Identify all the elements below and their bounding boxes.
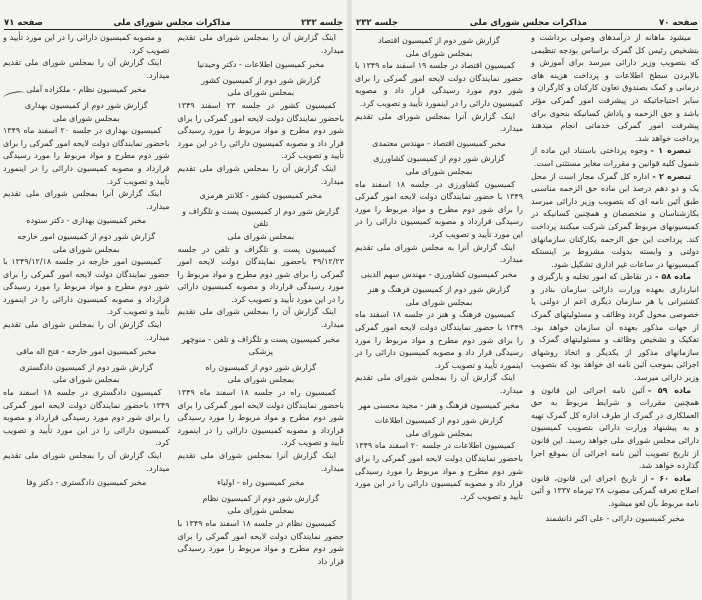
paragraph <box>3 450 170 475</box>
paragraph-text: بمجلس شورای ملی <box>405 428 473 438</box>
paragraph <box>178 518 345 568</box>
reporter-signature <box>355 400 523 413</box>
paragraph <box>178 387 345 450</box>
report-heading <box>355 35 523 48</box>
report-heading <box>178 231 345 244</box>
paragraph <box>355 242 523 267</box>
publication-title: مذاکرات مجلس شورای ملی <box>113 18 231 28</box>
report-heading <box>178 206 345 231</box>
paragraph-text: کمیسیون دادگستری در جلسه ۱۸ اسفند ماه ۱۳۴۹ باحضور نمایندگان دولت لایحه امور گمرکی را برای شور دوم مورد رسیدگی قرارداد و مصوبه کمیسیون دارائی را در این مورد تأیید و تصویب کرد. <box>3 388 170 448</box>
paragraph <box>3 125 170 188</box>
paragraph-text: کمیسیون راه در جلسه ۱۸ اسفند ماه ۱۳۴۹ باحضور نمایندگان دولت لایحه امور گمرکی را برای شور دوم مطرح و مواد مربوط را مورد رسیدگی قرارداد و مصوبه کمیسیون دارائی را در اینمورد تأیید و تصویب کرد. <box>177 388 344 448</box>
paragraph-text: گزارش شور دوم از کمیسیون نظام <box>202 493 320 503</box>
paragraph-text: کمیسیون کشاورزی در جلسه ۱۸ اسفند ماه ۱۳۴۹ با حضور نمایندگان دولت لایحه امور گمرکی را برای شور دوم مطرح و مواد مربوط را مورد رسیدگی قرارداد و مصوبه کمیسیون دارائی را در این مورد تأیید و تصویب کرد. <box>355 179 523 239</box>
paragraph-text: مخبر کمیسیون کشاورزی - مهندس سهم الدینی <box>360 269 518 279</box>
publication-title: مذاکرات مجلس شورای ملی <box>469 18 588 28</box>
paragraph-text: اداره کل گمرک مجاز است از محل یک و دو دهم درصد این ماده حق الزحمه مناسبی طبق آئین نامه ای که بتصویب وزیر دارائی میرسد بکارشناسان و متخصصان و همچنین کسانیکه در کمیسیونهای مربوط گمرکی شرکت میکنند پرداخت کند. پرداخت این حق الزحمه بکارکنان سازمانهای دولتی و وابسته بدولت مشروط بر اینستکه کمیسیونها در ساعات غیر اداری تشکیل شود. <box>531 171 699 269</box>
report-heading <box>355 415 523 428</box>
paragraph-text: گزارش شور دوم از کمیسیون راه <box>205 362 317 372</box>
paragraph-text: اینک گزارش آن را بمجلس شورای ملی تقدیم میدارد. <box>355 373 523 396</box>
paragraph-text: مخبر کمیسیون نظام - ملکزاده آملی <box>26 85 147 95</box>
reporter-signature <box>355 138 523 151</box>
column-right <box>178 32 345 568</box>
paragraph <box>355 372 523 397</box>
paragraph-text: مخبر کمیسیون دادگستری - دکتر وفا <box>26 478 147 488</box>
session-number: جلسه ۲۳۲ <box>301 18 343 28</box>
report-heading <box>355 297 523 310</box>
paragraph-text: مخبر کمیسیون راه - اولیاء <box>217 478 305 488</box>
paragraph <box>531 271 699 384</box>
report-heading <box>178 87 345 100</box>
page-gutter <box>347 0 352 600</box>
paragraph-text: اینک گزارش آن را بمجلس شورای ملی تقدیم میدارد. <box>177 33 344 55</box>
article-label: ماده ۵۸ - <box>655 272 692 282</box>
paragraph-text: بمجلس شورای ملی <box>405 297 473 307</box>
paragraph-text: مخبر کمیسیون دارائی - علی اکبر دانشمند <box>545 513 685 523</box>
paragraph-text: مخبر کمیسیون اقتصاد - مهندس معتمدی <box>372 138 506 148</box>
page-header <box>4 14 343 30</box>
paragraph-text: گزارش شور دوم از کمیسیون اطلاعات <box>374 416 504 426</box>
paragraph <box>3 319 170 344</box>
paragraph <box>355 60 523 110</box>
session-number: جلسه ۲۳۲ <box>356 18 398 28</box>
paragraph-text: در نقاطی که امور تخلیه و بارگیری و انبارداری بعهده وزارت دارائی سازمان بنادر و کشتیرانی یا هر سازمان دیگری اعم از دولتی یا خصوصی محول گردد وظائف و مسئولیتهای گمرک از جهات مذکور بعهده آن سازمان خواهد بود. تفکیک و تشخیص وظائف و مسئولیتهای گمرک و سازمانهای مذکور از یکدیگر و اتخاذ روشهای اجرائی بموجب آئین نامه ای خواهد بود که بتصویب وزیر دارائی میرسد. <box>531 272 699 383</box>
paragraph-text: کمیسیون نظام در جلسه ۱۸ اسفند ماه ۱۳۴۹ با حضور نمایندگان دولت لایحه امور گمرکی را برای شور دوم مطرح و مواد مربوط را مورد رسیدگی قرار داد <box>177 518 344 566</box>
paragraph-text: بمجلس شورای ملی <box>405 48 473 58</box>
reporter-signature <box>3 346 170 359</box>
report-heading <box>355 284 523 297</box>
paragraph-text: گزارش شور دوم از کمیسیون بهداری <box>24 100 148 110</box>
paragraph-text: اینک گزارش آنرا بمجلس شورای ملی تقدیم میدارد. <box>3 189 170 211</box>
page-header <box>356 14 698 30</box>
paragraph <box>355 440 523 503</box>
paragraph <box>3 256 170 319</box>
reporter-signature <box>178 477 345 490</box>
report-heading <box>178 362 345 375</box>
paragraph-text: بمجلس شورای ملی <box>227 375 295 385</box>
paragraph-text: بمجلس شورای ملی <box>227 506 295 516</box>
paragraph <box>531 145 699 170</box>
paragraph-text: کمیسیون فرهنگ و هنر در جلسه ۱۸ اسفند ماه ۱۳۴۹ با حضور نمایندگان دولت لایحه امور گمرکی را برای شور دوم مطرح و مواد مربوط را مورد رسیدگی قرار داد و مصوبه کمیسیون دارائی را در اینمورد تأیید و تصویب کرد. <box>355 310 523 370</box>
paragraph <box>3 32 170 57</box>
paragraph-text: مخبر کمیسیون اطلاعات - دکتر وحیدنیا <box>197 60 325 70</box>
paragraph-text: گزارش شور دوم از کمیسیون اقتصاد <box>378 36 500 45</box>
paragraph-text: اینک گزارش آن را بمجلس شورای ملی تقدیم میدارد. <box>3 451 170 473</box>
report-heading <box>355 428 523 441</box>
report-heading <box>178 75 345 88</box>
paragraph <box>531 473 699 511</box>
reporter-signature <box>3 477 170 490</box>
paragraph <box>355 179 523 242</box>
report-heading <box>3 113 170 126</box>
paragraph-text: اینک گزارش آن را بمجلس شورای ملی تقدیم میدارد. <box>177 163 344 186</box>
paragraph-text: کمیسیون بهداری در جلسه ۲۰ اسفند ماه ۱۳۴۹ باحضور نمایندگان دولت لایحه امور گمرکی را برای شور دوم مطرح و مواد مربوط را مورد رسیدگی قرارداد و مصوبه کمیسیون دارائی را در اینمورد تأیید و تصویب کرد. <box>3 126 170 186</box>
paragraph-text: اینک گزارش آنرا به مجلس شورای ملی تقدیم میدارد. <box>355 242 523 265</box>
paragraph <box>178 100 345 163</box>
paragraph <box>531 171 699 272</box>
paragraph-text: از تاریخ اجرای این قانون، قانون اصلاح تعرفه گمرکی مصوب ۲۸ تیرماه ۱۳۳۷ و آئین نامه مربوط بآن لغو میشود. <box>531 473 700 508</box>
reporter-signature <box>3 84 170 97</box>
paragraph-text: بمجلس شورای ملی <box>52 375 120 385</box>
paragraph-text: اینک گزارش آن را بمجلس شورای ملی تقدیم میدارد. <box>177 307 344 330</box>
page-number: صفحه ۷۰ <box>659 18 698 28</box>
paragraph <box>3 188 170 213</box>
paragraph <box>178 244 345 307</box>
article-label: تبصره ۲ - <box>652 171 691 181</box>
column-left <box>355 32 523 527</box>
paragraph-text: کمیسیون اقتصاد در جلسه ۱۹ اسفند ماه ۱۳۴۹ با حضور نمایندگان دولت لایحه امور گمرکی را برای شور دوم مورد رسیدگی قرار داد و مصوبه کمیسیون دارائی را در اینمورد تأیید و تصویب کرد. <box>355 61 523 108</box>
paragraph-text: بمجلس شورای ملی <box>227 231 295 241</box>
paragraph <box>178 32 345 57</box>
paragraph <box>3 57 170 82</box>
reporter-signature <box>178 334 345 359</box>
report-heading <box>3 244 170 257</box>
report-heading <box>178 505 345 518</box>
paragraph-text: گزارش شور دوم از کمیسیون کشور <box>201 75 321 85</box>
paragraph-text: اینک گزارش آنرا بمجلس شورای ملی تقدیم میدارد. <box>177 451 344 473</box>
column-left <box>3 32 170 568</box>
text-columns <box>3 32 344 568</box>
paragraph-text: وجوه پرداختی باستناد این ماده از شمول کلیه قوانین و مقررات مغایر مستثنی است. <box>531 146 699 168</box>
reporter-signature <box>178 190 345 203</box>
article-label: ماده ۶۰ - <box>650 473 691 483</box>
paragraph-text: اینک گزارش آن را بمجلس شورای ملی تقدیم میدارد. <box>3 320 170 342</box>
paragraph <box>178 450 345 475</box>
page-number: صفحه ۷۱ <box>4 18 43 28</box>
paragraph-text: مخبر کمیسیون امور خارجه - فتح اله ماقی <box>16 347 157 357</box>
paragraph-text: مخبر کمیسیون پست و تلگراف و تلفن - منوچهر پزشکی <box>181 334 340 357</box>
report-heading <box>3 100 170 113</box>
paragraph-text: مخبر کمیسیون کشور - کلانتر هرمزی <box>199 191 322 201</box>
paragraph-text: کمیسیون امور خارجه در جلسه ۱۳۴۹/۱۲/۱۸ با حضور نمایندگان دولت لایحه امور گمرکی را برای شور دوم مطرح و مواد مربوط را مورد رسیدگی قرارداد و مصوبه کمیسیون دارائی را در اینمورد تأیید و تصویب کرد. <box>3 257 170 317</box>
paragraph-text: گزارش شور دوم از کمیسیون کشاورزی <box>373 154 505 164</box>
paragraph-text: بمجلس شورای ملی <box>52 244 120 254</box>
reporter-signature <box>3 215 170 228</box>
report-heading <box>178 374 345 387</box>
report-heading <box>3 231 170 244</box>
paragraph <box>531 385 699 473</box>
paragraph-text: میشود ماهانه از درآمدهای وصولی برداشت و بتشخیص رئیس کل گمرک براساس بودجه تنظیمی که بتصویب وزیر دارائی میرسد برای آموزش و بالابردن سطح اطلاعات و پرداخت هزینه های درمانی و کمک بصندوق تعاون کارکنان و کارگران و سایر احتیاجاتیکه در پیشرفت امور گمرکی مؤثر باشد و حق الزحمه و پاداش کسانیکه بنحوی برای پیشرفت امور گمرکی خدماتی انجام میدهند پرداخت خواهد شد. <box>531 33 699 143</box>
paragraph-text: کمیسیون اطلاعات در جلسه ۲۰ اسفند ماه ۱۳۴۹ باحضور نمایندگان دولت لایحه امور گمرکی را برای شور دوم مطرح و مواد مربوط را مورد رسیدگی قرار داد و مصوبه کمیسیون دارائی را در این مورد تأیید و تصویب کرد. <box>355 441 523 501</box>
report-heading <box>355 48 523 61</box>
paragraph <box>355 309 523 372</box>
paragraph-text: کمیسیون کشور در جلسه ۲۳ اسفند ۱۳۴۹ باحضور نمایندگان دولت لایحه امور گمرکی را برای شور دوم مطرح و مواد مربوط را مورد رسیدگی قرار داد و مصوبه کمیسیون دارائی را در این مورد تأیید و تصویب کرد. <box>177 100 344 161</box>
paragraph <box>531 32 699 145</box>
paragraph-text: گزارش شور دوم از کمیسیون پست و تلگراف و تلفن <box>182 206 340 229</box>
paragraph <box>355 111 523 136</box>
paragraph <box>3 387 170 450</box>
text-columns <box>355 32 699 527</box>
article-label: تبصره ۱ - <box>650 146 691 156</box>
paragraph-text: اینک گزارش آن را بمجلس شورای ملی تقدیم میدارد. <box>3 58 170 80</box>
paragraph-text: کمیسیون پست و تلگراف و تلفن در جلسه ۴۹/۱۲/۲۳ باحضور نمایندگان دولت لایحه امور گمرکی را برای شور دوم مطرح و مواد مربوط را مورد رسیدگی قرارداد و مصوبه کمیسیون دارائی را در این مورد تأیید و تصویب کرد. <box>177 244 344 304</box>
report-heading <box>3 362 170 375</box>
paragraph <box>178 163 345 188</box>
report-heading <box>355 153 523 166</box>
paragraph-text: بمجلس شورای ملی <box>405 166 473 176</box>
reporter-signature <box>531 513 699 526</box>
paragraph-text: مخبر کمیسیون بهداری - دکتر ستوده <box>26 216 147 226</box>
column-right <box>531 32 699 527</box>
paragraph-text: بمجلس شورای ملی <box>227 88 295 98</box>
report-heading <box>3 374 170 387</box>
article-label: ماده ۵۹ - <box>647 385 691 395</box>
paragraph-text: بمجلس شورای ملی <box>52 113 120 123</box>
reporter-signature <box>178 59 345 72</box>
paragraph-text: اینک گزارش آنرا بمجلس شورای ملی تقدیم میدارد. <box>355 111 523 134</box>
paragraph-text: و مصوبه کمیسیون دارائی را در این مورد تأیید و تصویب کرد. <box>3 33 170 55</box>
paragraph-text: مخبر کمیسیون فرهنگ و هنر - مجید محسنی مهر <box>358 400 520 410</box>
paragraph-text: آئین نامه اجرائی این قانون و همچنین مقررات و شرایط مربوط به حق العملکاری در گمرک از طرف اداره کل گمرک تهیه و به پیشنهاد وزارت دارائی بتصویب کمیسیون دارائی مجلس شورای ملی خواهد رسید. این قانون از تاریخ تصویب آئین نامه اجرائی آن بموقع اجرا گذارده خواهد شد. <box>531 385 699 471</box>
paragraph-text: گزارش شور دوم از کمیسیون امور خارجه <box>17 231 156 241</box>
reporter-signature <box>355 269 523 282</box>
report-heading <box>178 493 345 506</box>
paragraph-text: گزارش شور دوم از کمیسیون فرهنگ و هنر <box>367 285 511 295</box>
paragraph <box>178 306 345 331</box>
paragraph-text: گزارش شور دوم از کمیسیون دادگستری <box>19 362 154 372</box>
report-heading <box>355 166 523 179</box>
